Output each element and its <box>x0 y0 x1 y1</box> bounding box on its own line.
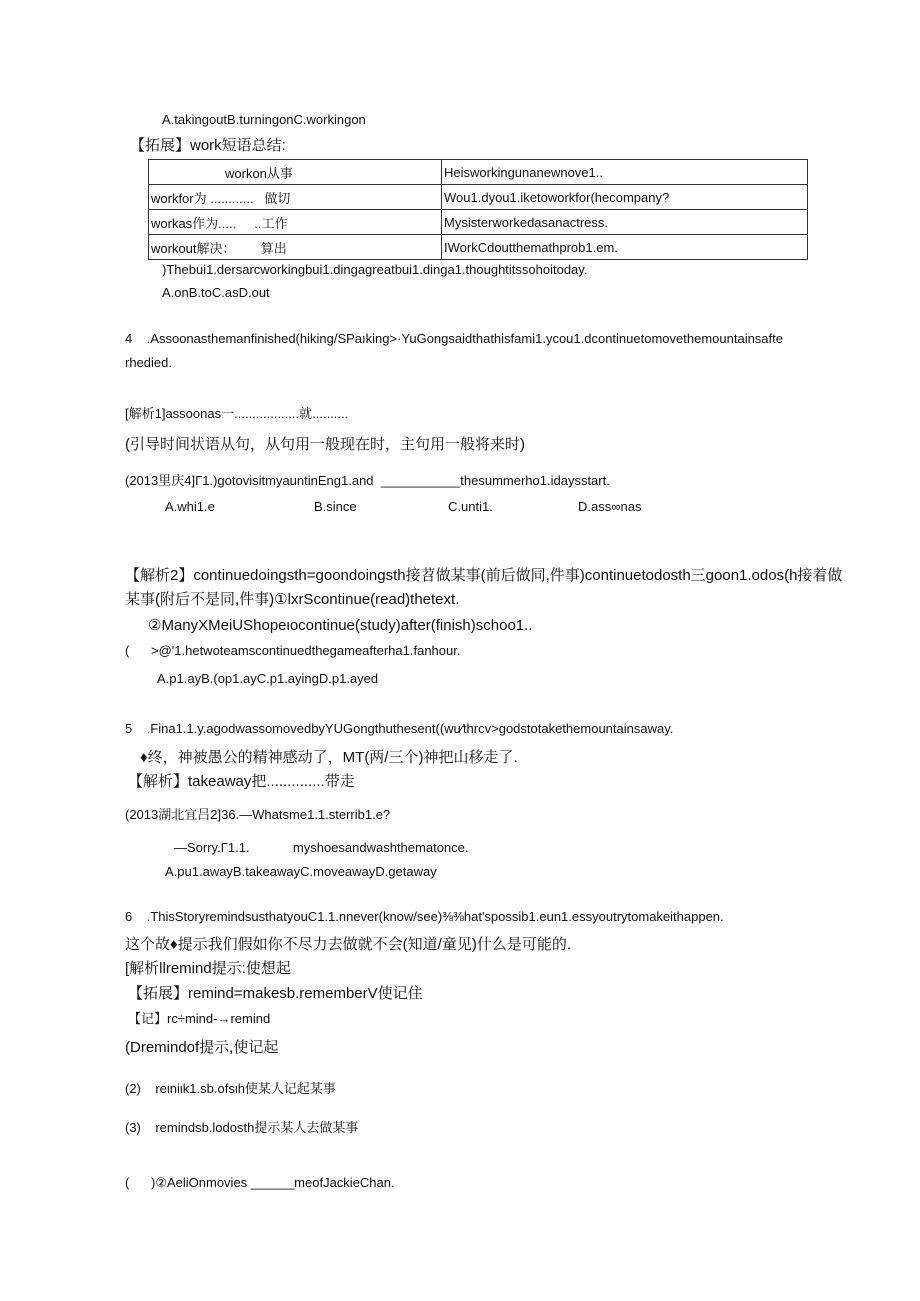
table-row <box>149 210 808 235</box>
analysis-1: [解析1]assoonas一..................就.......... <box>125 406 349 421</box>
example-2: ②ManyXMeiUShopeιocontinue(study)after(finish)schoo1.. <box>148 617 533 634</box>
extension-6: 【拓展】remind=makesb.rememberV使记住 <box>128 985 423 1002</box>
example-cell: Wou1.dyou1.iketoworkfor(hecompany? <box>442 185 808 210</box>
analysis-6: [解析llremind提示:使想起 <box>125 960 291 977</box>
analysis-2: 【解析2】continuedoingsth=goondoingsth接苕做某事(前后做同,件事)continuetodosth三goon1.odos(h接着做 <box>125 567 843 584</box>
analysis-2-cont: 某事(附后不是同,件事)①lxrScontinue(read)thetext. <box>125 591 460 608</box>
usage-1: (Dremindof提示,使记起 <box>125 1039 279 1056</box>
work-phrase-table <box>148 159 808 260</box>
question-text: )Thebui1.dersarcworkingbui1.dingagreatbui1.dinga1.thoughtitssohoitoday. <box>162 262 588 277</box>
answer-options: A.pu1.awayB.takeawayC.moveawayD.getaway <box>165 864 437 879</box>
exam-question: ( )②AeliOnmovies ______meofJackieChan. <box>125 1175 395 1190</box>
option-b: B.since <box>314 499 357 514</box>
exam-question-reply: —Sorry.Γ1.1. myshoesandwashthematonce. <box>174 840 469 855</box>
example-cell: Heisworkingunanewnove1.. <box>442 160 808 185</box>
answer-options: A.onB.toC.asD.out <box>162 285 270 300</box>
question-6-translation: 这个故♦提示我们假如你不尽力去做就不会(知道/童见)什么是可能的. <box>125 936 571 953</box>
exam-question: ( >@'1.hetwoteamscontinuedthegameafterha1.fanhour. <box>125 643 461 658</box>
example-cell: Mysisterworkedasanactress. <box>442 210 808 235</box>
analysis-5: 【解析】takeaway把..............带走 <box>128 773 355 790</box>
phrase-cell: workout解决： 算出 <box>149 235 442 260</box>
example-cell: IWorkCdoutthemathprob1.em. <box>442 235 808 260</box>
question-5-text: 5 .Fina1.1.y.agodwassomovedbyYUGongthuthesent((wu∕thrcv>godstotakethemountainsaway. <box>125 721 674 736</box>
option-a: A.whi1.e <box>165 499 215 514</box>
usage-3: (3) remindsb.lodosth提示某人去做某事 <box>125 1120 359 1135</box>
exam-question: (2013里庆4]Γ1.)gotovisitmyauntinEng1.and ___________thesummerho1.idaysstart. <box>125 473 610 488</box>
phrase-cell: workon从事 <box>149 160 442 185</box>
table-row <box>149 185 808 210</box>
answer-options-q3: A.takingoutB.turningonC.workingon <box>162 112 366 127</box>
question-4-text: 4 .Assoonasthemanfinished(hiking/SPaıking>·YuGongsaidthathisfami1.ycou1.dcontinuetomovethemountainsafte <box>125 331 783 346</box>
question-6-text: 6 .ThisStoryremindsusthatyouC1.1.nnever(know/see)⅜⅜hat'spossib1.eun1.essyoutrytomakeithappen. <box>125 909 724 924</box>
analysis-1-note: (引导时间状语从句，从句用一般现在时，主句用一般将来时) <box>125 436 525 453</box>
table-row <box>149 235 808 260</box>
usage-2: (2) reιniιk1.sb.ofsιh使某人记起某事 <box>125 1081 336 1096</box>
phrase-cell: workas作为..... ..工作 <box>149 210 442 235</box>
option-d: D.ass∞nas <box>578 499 642 514</box>
memory-tip: 【记】rc÷mind-→remind <box>128 1011 271 1026</box>
option-c: C.unti1. <box>448 499 493 514</box>
extension-heading: 【拓展】work短语总结: <box>130 137 286 154</box>
answer-options: A.p1.ayB.(op1.ayC.p1.ayingD.p1.ayed <box>157 671 379 686</box>
exam-question: (2013湖北宜吕2]36.—Whatsme1.1.sterrib1.e? <box>125 807 391 822</box>
phrase-cell: workfor为 ............ 做切 <box>149 185 442 210</box>
question-5-translation: ♦终，神被愚公的精神感动了，MT(两/三个)神把山移走了. <box>140 749 518 766</box>
question-4-text-cont: rhedied. <box>125 355 172 370</box>
table-row <box>149 160 808 185</box>
